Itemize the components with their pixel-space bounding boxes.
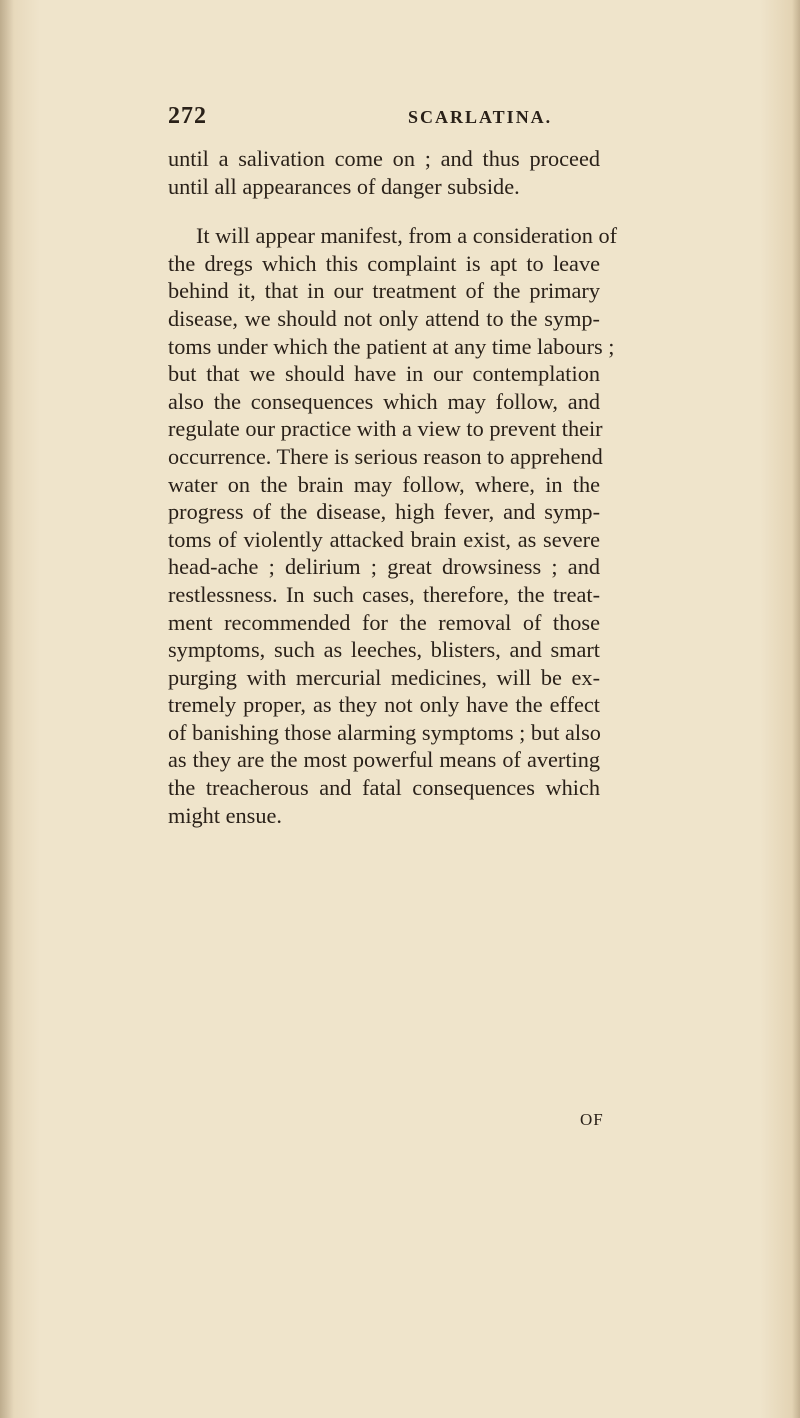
text-line: tremely proper, as they not only have the effect <box>168 692 600 718</box>
text-line: also the consequences which may follow, and <box>168 388 600 414</box>
paragraph-gap <box>168 200 600 222</box>
text-line: disease, we should not only attend to the symp- <box>168 305 600 331</box>
body-text <box>168 145 618 829</box>
text-line: until a salivation come on ; and thus proceed <box>168 146 600 171</box>
text-line: behind it, that in our treatment of the primary <box>168 278 600 304</box>
text-line: restlessness. In such cases, therefore, the treat- <box>168 581 600 607</box>
text-line: the dregs which this complaint is apt to leave <box>168 250 600 276</box>
text-line: as they are the most powerful means of averting <box>168 747 600 773</box>
text-line: head-ache ; delirium ; great drowsiness ; and <box>168 554 600 580</box>
gutter-shadow <box>0 0 14 1418</box>
catchword: OF <box>580 1110 604 1129</box>
page-edge <box>792 0 800 1418</box>
text-line: regulate our practice with a view to prevent their <box>168 416 603 442</box>
paragraph <box>168 145 600 200</box>
text-line: It will appear manifest, from a consideration of <box>196 223 618 249</box>
page-number: 272 <box>168 103 207 129</box>
text-line: progress of the disease, high fever, and symp- <box>168 499 600 525</box>
text-line: ment recommended for the removal of those <box>168 609 600 635</box>
text-line: toms of violently attacked brain exist, as severe <box>168 526 600 552</box>
text-line: water on the brain may follow, where, in the <box>168 471 600 497</box>
text-line: until all appearances of danger subside. <box>168 173 520 199</box>
paragraph <box>168 222 618 829</box>
text-line: but that we should have in our contemplation <box>168 361 600 387</box>
running-head: SCARLATINA. <box>408 107 553 127</box>
text-line: purging with mercurial medicines, will be ex- <box>168 664 600 690</box>
text-line: toms under which the patient at any time labours ; <box>168 333 615 359</box>
text-line: might ensue. <box>168 802 282 828</box>
text-line: occurrence. There is serious reason to apprehend <box>168 443 603 469</box>
text-line: symptoms, such as leeches, blisters, and smart <box>168 637 600 663</box>
text-line: the treacherous and fatal consequences which <box>168 775 600 801</box>
page-header <box>168 103 628 143</box>
text-line: of banishing those alarming symptoms ; but also <box>168 719 601 745</box>
